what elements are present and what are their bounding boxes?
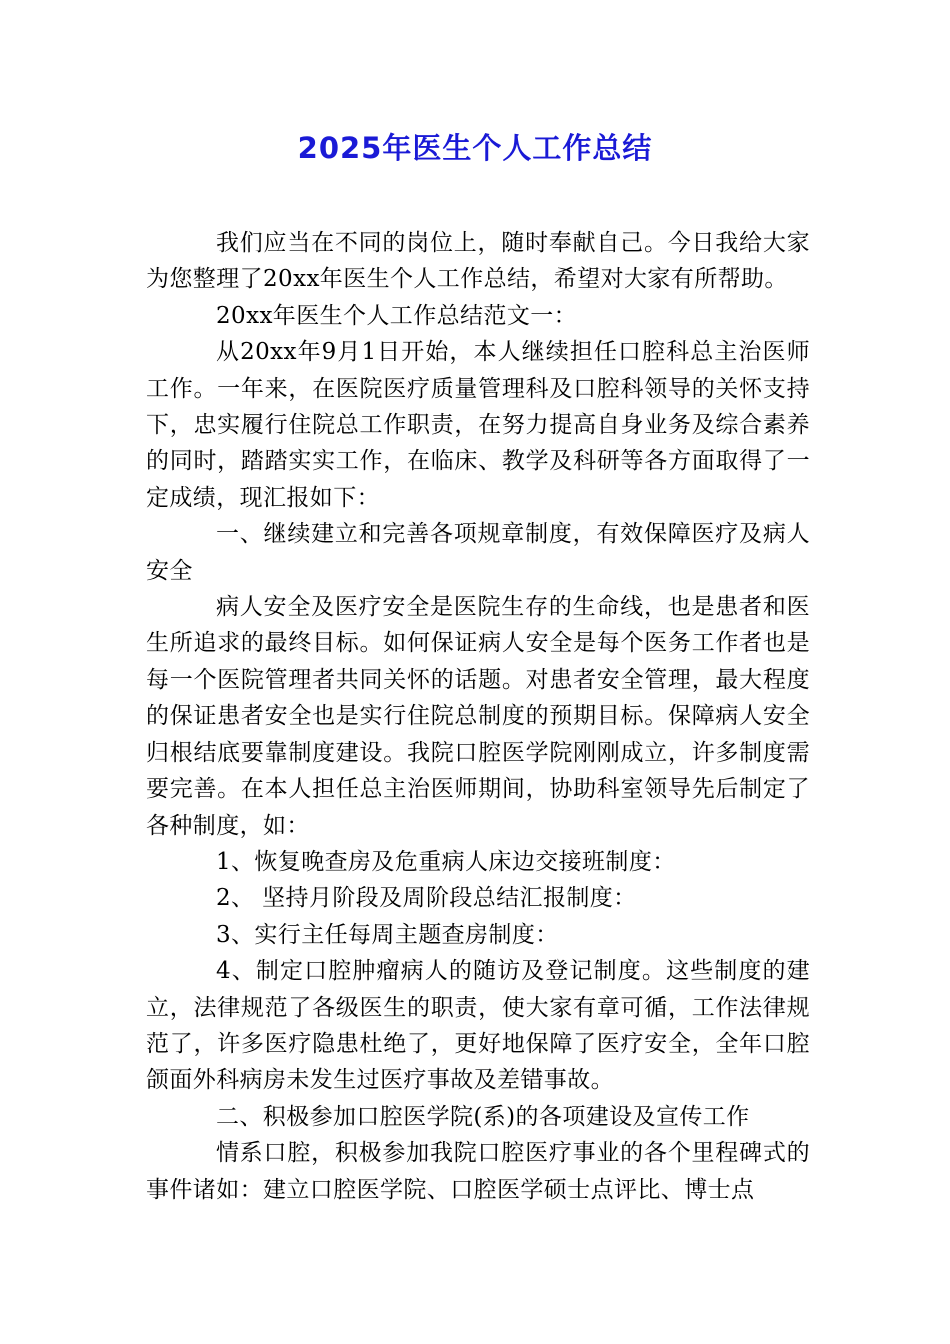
list-item-3: 3、实行主任每周主题查房制度：: [216, 921, 559, 948]
document-body: [146, 225, 810, 1208]
sample-heading: 20xx年医生个人工作总结范文一：: [216, 302, 578, 329]
list-item-4: 4、制定口腔肿瘤病人的随访及登记制度。这些制度的建立，法律规范了各级医生的职责，使大家有章可循，工作法律规范了，许多医疗隐患杜绝了，更好地保障了医疗安全，全年口腔颌面外科病房未发生过医疗事故及差错事故。: [146, 958, 810, 1094]
summary-paragraph: 从20xx年9月1日开始，本人继续担任口腔科总主治医师工作。一年来，在医院医疗质量管理科及口腔科领导的关怀支持下，忠实履行住院总工作职责，在努力提高自身业务及综合素养的同时，踏踏实实工作，在临床、教学及科研等各方面取得了一定成绩，现汇报如下：: [146, 339, 810, 511]
section-heading-1: 一、继续建立和完善各项规章制度，有效保障医疗及病人安全: [146, 521, 810, 584]
document-title: 2025年医生个人工作总结: [297, 131, 653, 165]
intro-paragraph: 我们应当在不同的岗位上，随时奉献自己。今日我给大家为您整理了20xx年医生个人工作总结，希望对大家有所帮助。: [146, 230, 810, 293]
section-heading-2: 二、积极参加口腔医学院(系)的各项建设及宣传工作: [216, 1103, 750, 1130]
list-item-2: 2、 坚持月阶段及周阶段总结汇报制度：: [216, 885, 637, 912]
engagement-paragraph: 情系口腔，积极参加我院口腔医疗事业的各个里程碑式的事件诸如：建立口腔医学院、口腔医学硕士点评比、博士点: [146, 1140, 810, 1203]
list-item-1: 1、恢复晚查房及危重病人床边交接班制度：: [216, 848, 676, 875]
safety-paragraph: 病人安全及医疗安全是医院生存的生命线，也是患者和医生所追求的最终目标。如何保证病人安全是每个医务工作者也是每一个医院管理者共同关怀的话题。对患者安全管理，最大程度的保证患者安全也是实行住院总制度的预期目标。保障病人安全归根结底要靠制度建设。我院口腔医学院刚刚成立，许多制度需要完善。在本人担任总主治医师期间，协助科室领导先后制定了各种制度，如：: [146, 594, 810, 839]
